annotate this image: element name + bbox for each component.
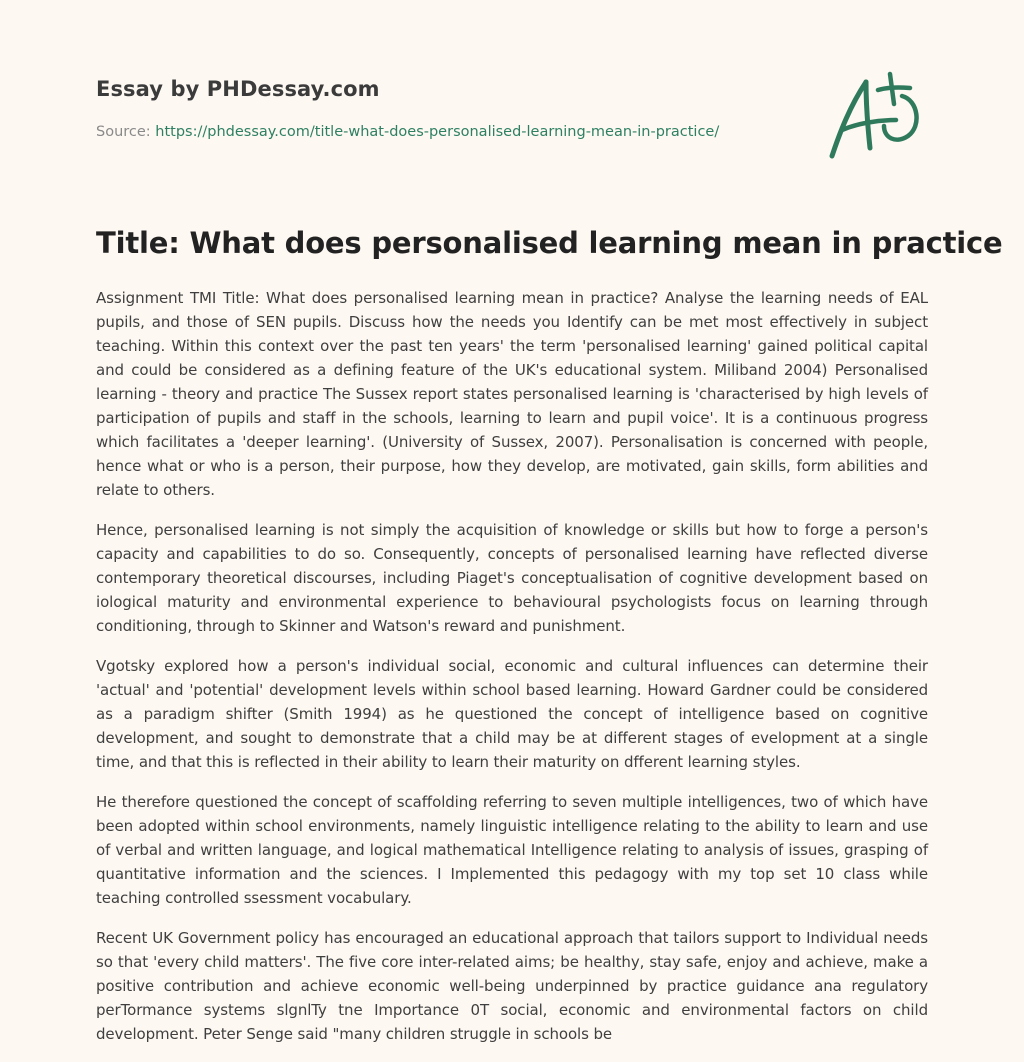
site-brand: Essay by PHDessay.com: [96, 77, 380, 101]
a-plus-grade-icon: [826, 70, 926, 165]
source-link[interactable]: https://phdessay.com/title-what-does-personalised-learning-mean-in-practice/: [155, 124, 720, 140]
page-header: [96, 0, 928, 210]
paragraph: He therefore questioned the concept of scaffolding referring to seven multiple intelligences, two of which have been adopted within school environments, namely linguistic intelligence relating to the ability to learn and use of verbal and written language, and logical mathematical Intelligence relating to analysis of issues, grasping of quantitative information and the sciences. I Implemented this pedagogy with my top set 10 class while teaching controlled ssessment vocabulary.: [96, 793, 928, 907]
paragraph: Recent UK Government policy has encouraged an educational approach that tailors support to Individual needs so that 'every child matters'. The five core inter-related aims; be healthy, stay safe, enjoy and achieve, make a positive contribution and achieve economic well-being underpinned by practice guidance ana regulatory perTormance systems slgnlTy tne Importance 0T social, economic and environmental factors on child development. Peter Senge said "many children struggle in schools be: [96, 929, 928, 1043]
paragraph: Hence, personalised learning is not simply the acquisition of knowledge or skills but how to forge a person's capacity and capabilities to do so. Consequently, concepts of personalised learning have reflected diverse contemporary theoretical discourses, including Piaget's conceptualisation of cognitive development based on iological maturity and environmental experience to behavioural psychologists focus on learning through conditioning, through to Skinner and Watson's reward and punishment.: [96, 521, 928, 635]
essay-body: [96, 286, 928, 1062]
source-line: [96, 124, 719, 140]
paragraph: Vgotsky explored how a person's individual social, economic and cultural influences can determine their 'actual' and 'potential' development levels within school based learning. Howard Gardner could be considered as a paradigm shifter (Smith 1994) as he questioned the concept of intelligence based on cognitive development, and sought to demonstrate that a child may be at different stages of evelopment at a single time, and that this is reflected in their ability to learn their maturity on dfferent learning styles.: [96, 657, 928, 771]
essay-title: Title: What does personalised learning mean in practice: [96, 226, 1003, 260]
paragraph: Assignment TMI Title: What does personalised learning mean in practice? Analyse the learning needs of EAL pupils, and those of SEN pupils. Discuss how the needs you Identify can be met most effectively in subject teaching. Within this context over the past ten years' the term 'personalised learning' gained political capital and could be considered as a defining feature of the UK's educational system. Miliband 2004) Personalised learning - theory and practice The Sussex report states personalised learning is 'characterised by high levels of participation of pupils and staff in the schools, learning to learn and pupil voice'. It is a continuous progress which facilitates a 'deeper learning'. (University of Sussex, 2007). Personalisation is concerned with people, hence what or who is a person, their purpose, how they develop, are motivated, gain skills, form abilities and relate to others.: [96, 289, 928, 499]
source-label: Source:: [96, 124, 156, 140]
